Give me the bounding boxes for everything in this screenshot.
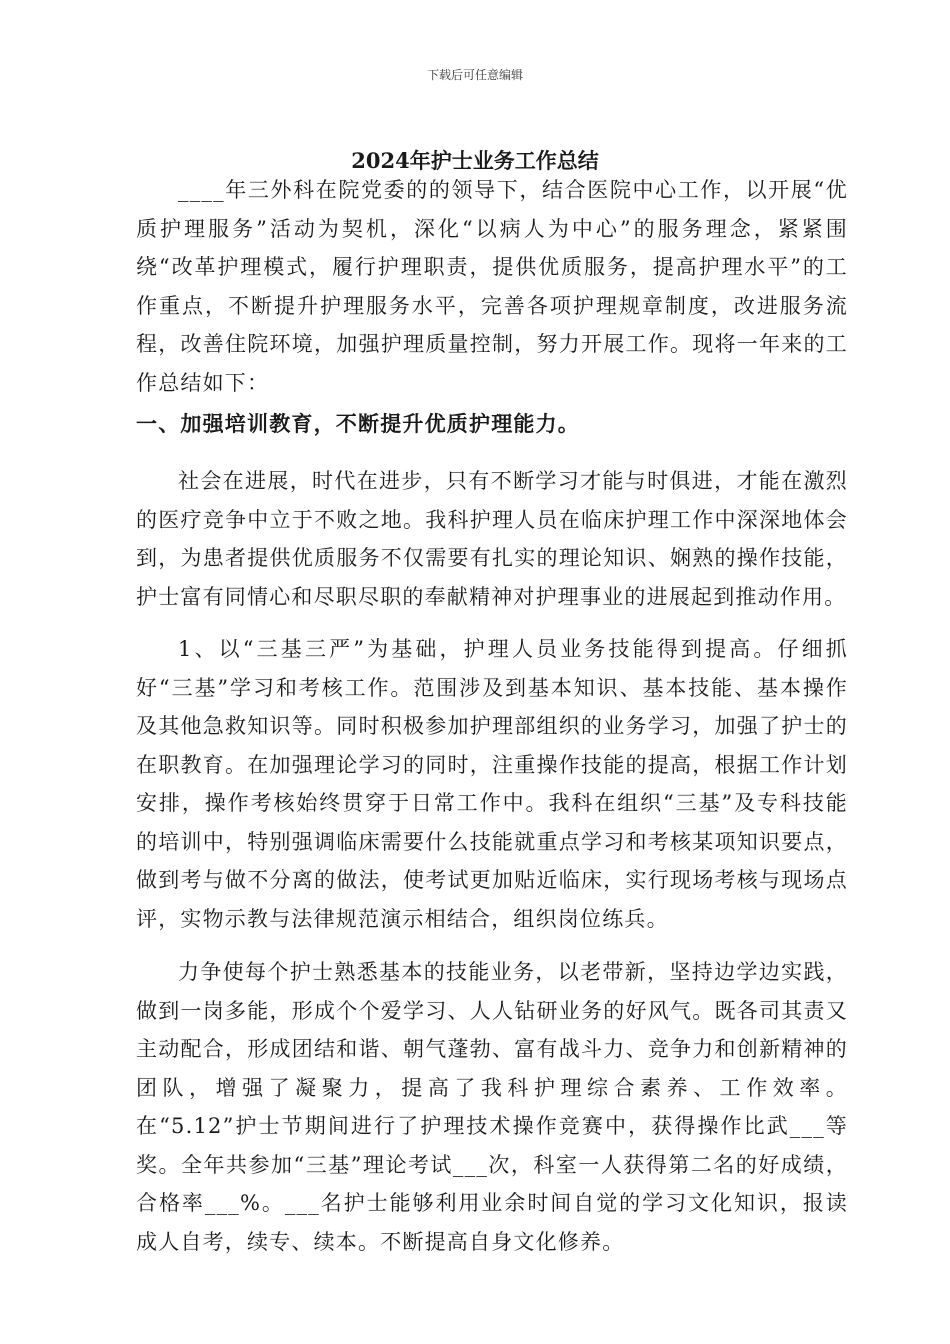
header-note: 下载后可任意编辑 — [426, 68, 523, 82]
intro-paragraph: ____年三外科在院党委的的领导下，结合医院中心工作，以开展“优质护理服务”活动为契机，深化“以病人为中心”的服务理念，紧紧围绕“改革护理模式，履行护理职责，提供优质服务，提高护理水平”的工作重点，不断提升护理服务水平，完善各项护理规章制度，改进服务流程，改善住院环境，加强护理质量控制，努力开展工作。现将一年来的工作总结如下： — [136, 178, 848, 395]
paragraph-social-progress: 社会在进展，时代在进步，只有不断学习才能与时俱进，才能在激烈的医疗竞争中立于不败之地。我科护理人员在临床护理工作中深深地体会到，为患者提供优质服务不仅需要有扎实的理论知识、娴熟的操作技能，护士富有同情心和尽职尽职的奉献精神对护理事业的进展起到推动作用。 — [136, 469, 848, 609]
section-heading-1: 一、加强培训教育，不断提升优质护理能力。 — [136, 411, 580, 436]
document-title: 2024年护士业务工作总结 — [351, 148, 599, 173]
paragraph-skill-development: 力争使每个护士熟悉基本的技能业务，以老带新，坚持边学边实践，做到一岗多能，形成个个爱学习、人人钻研业务的好风气。既各司其责又主动配合，形成团结和谐、朝气蓬勃、富有战斗力、竞争力和创新精神的团队，增强了凝聚力，提高了我科护理综合素养、工作效率。在“5.12”护士节期间进行了护理技术操作竞赛中，获得操作比武___等奖。全年共参加“三基”理论考试___次，科室一人获得第二名的好成绩，合格率___%。___名护士能够利用业余时间自觉的学习文化知识，报读成人自考，续专、续本。不断提高自身文化修养。 — [136, 960, 848, 1254]
paragraph-three-basics: 1、以“三基三严”为基础，护理人员业务技能得到提高。仔细抓好“三基”学习和考核工作。范围涉及到基本知识、基本技能、基本操作及其他急救知识等。同时积极参加护理部组织的业务学习，加强了护士的在职教育。在加强理论学习的同时，注重操作技能的提高，根据工作计划安排，操作考核始终贯穿于日常工作中。我科在组织“三基”及专科技能的培训中，特别强调临床需要什么技能就重点学习和考核某项知识要点，做到考与做不分离的做法，使考试更加贴近临床，实行现场考核与现场点评，实物示教与法律规范演示相结合，组织岗位练兵。 — [136, 637, 848, 931]
